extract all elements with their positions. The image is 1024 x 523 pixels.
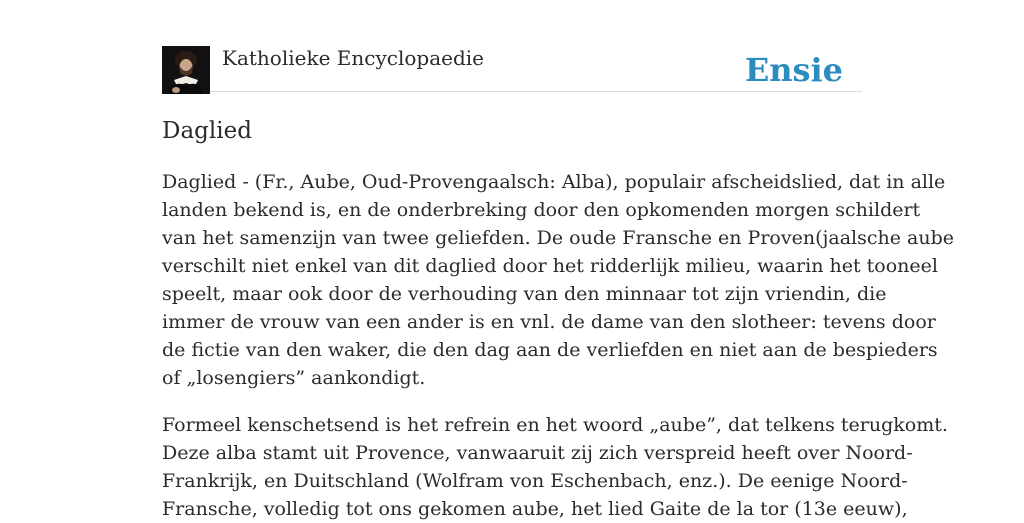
article-paragraph-1: [162, 168, 954, 392]
paragraph-line: immer de vrouw van een ander is en vnl. de dame van den slotheer: tevens door: [162, 311, 936, 333]
paragraph-line: landen bekend is, en de onderbreking door den opkomenden morgen schildert: [162, 199, 921, 221]
paragraph-line: de fictie van den waker, die den dag aan de verliefden en niet aan de bespieders: [162, 339, 938, 361]
site-header: [162, 45, 862, 92]
encyclopedia-name[interactable]: Katholieke Encyclopaedie: [222, 46, 484, 70]
paragraph-line: van het samenzijn van twee geliefden. De oude Fransche en Proven(jaalsche aube: [162, 227, 954, 249]
paragraph-line: Fransche, volledig tot ons gekomen aube, het lied Gaite de la tor (13e eeuw),: [162, 498, 908, 520]
paragraph-line: verschilt niet enkel van dit daglied door het ridderlijk milieu, waarin het tooneel: [162, 255, 938, 277]
portrait-avatar-icon[interactable]: [162, 46, 210, 94]
paragraph-line: Daglied - (Fr., Aube, Oud-Provengaalsch: Alba), populair afscheidslied, dat in alle: [162, 171, 946, 193]
paragraph-line: of „losengiers” aankondigt.: [162, 367, 426, 389]
article-paragraph-2: [162, 411, 948, 523]
page-title: Daglied: [162, 118, 252, 144]
portrait-avatar-graphic: [162, 46, 210, 94]
paragraph-line: Deze alba stamt uit Provence, vanwaaruit zij zich verspreid heeft over Noord-: [162, 442, 913, 464]
brand-logo[interactable]: Ensie: [744, 51, 843, 89]
paragraph-line: speelt, maar ook door de verhouding van den minnaar tot zijn vriendin, die: [162, 283, 887, 305]
paragraph-line: Frankrijk, en Duitschland (Wolfram von Eschenbach, enz.). De eenige Noord-: [162, 470, 908, 492]
paragraph-line: Formeel kenschetsend is het refrein en het woord „aube”, dat telkens terugkomt.: [162, 414, 948, 436]
